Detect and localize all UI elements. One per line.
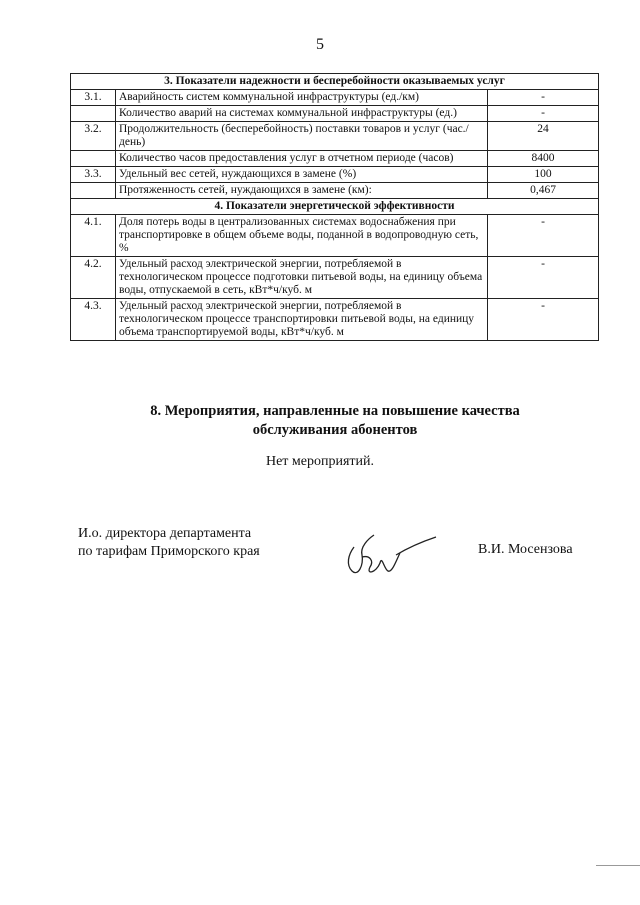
- row-number: 3.1.: [71, 90, 116, 106]
- signer-title-line1: И.о. директора департамента: [78, 526, 252, 541]
- section-title: 4. Показатели энергетической эффективности: [71, 199, 599, 215]
- row-label: Количество часов предоставления услуг в отчетном периоде (часов): [116, 151, 488, 167]
- row-label: Удельный расход электрической энергии, потребляемой в технологическом процессе подготовки питьевой воды, на единицу объема воды, отпускаемой в сеть, кВт*ч/куб. м: [116, 257, 488, 299]
- row-value: 8400: [488, 151, 599, 167]
- row-number: 4.2.: [71, 257, 116, 299]
- row-number: 3.3.: [71, 167, 116, 183]
- handwritten-signature: [340, 525, 440, 590]
- section-title: 3. Показатели надежности и бесперебойности оказываемых услуг: [71, 74, 599, 90]
- section-8-heading-line2: обслуживания абонентов: [252, 422, 418, 438]
- section-header-row: [71, 199, 599, 215]
- table-row: [71, 90, 599, 106]
- row-value: 24: [488, 122, 599, 151]
- row-number: [71, 183, 116, 199]
- row-number: 3.2.: [71, 122, 116, 151]
- table-row: [71, 183, 599, 199]
- table-row: [71, 215, 599, 257]
- row-label: Доля потерь воды в централизованных системах водоснабжения при транспортировке в общем объеме воды, поданной в водопроводную сеть, %: [116, 215, 488, 257]
- table-row: [71, 106, 599, 122]
- row-label: Удельный вес сетей, нуждающихся в замене (%): [116, 167, 488, 183]
- page-number: 5: [316, 36, 324, 53]
- row-number: [71, 151, 116, 167]
- row-value: 100: [488, 167, 599, 183]
- row-label: Количество аварий на системах коммунальной инфраструктуры (ед.): [116, 106, 488, 122]
- section-8-heading: [70, 402, 600, 440]
- row-value: 0,467: [488, 183, 599, 199]
- table-row: [71, 257, 599, 299]
- table-row: [71, 299, 599, 341]
- signer-title: [78, 525, 260, 561]
- row-number: [71, 106, 116, 122]
- section-8-heading-line1: 8. Мероприятия, направленные на повышение качества: [150, 403, 520, 419]
- table-row: [71, 167, 599, 183]
- row-value: -: [488, 215, 599, 257]
- scan-edge-line: [596, 865, 640, 866]
- indicators-table: [70, 73, 599, 341]
- row-value: -: [488, 106, 599, 122]
- row-number: 4.3.: [71, 299, 116, 341]
- signer-name: В.И. Мосензова: [478, 542, 573, 557]
- row-value: -: [488, 90, 599, 106]
- section-header-row: [71, 74, 599, 90]
- row-number: 4.1.: [71, 215, 116, 257]
- row-label: Продолжительность (бесперебойность) поставки товаров и услуг (час./день): [116, 122, 488, 151]
- row-label: Удельный расход электрической энергии, потребляемой в технологическом процессе транспортировки питьевой воды, на единицу объема транспортируемой воды, кВт*ч/куб. м: [116, 299, 488, 341]
- table-row: [71, 122, 599, 151]
- table-row: [71, 151, 599, 167]
- row-label: Аварийность систем коммунальной инфраструктуры (ед./км): [116, 90, 488, 106]
- no-events-text: Нет мероприятий.: [265, 454, 375, 469]
- row-value: -: [488, 299, 599, 341]
- row-value: -: [488, 257, 599, 299]
- signer-title-line2: по тарифам Приморского края: [78, 544, 260, 559]
- row-label: Протяженность сетей, нуждающихся в замене (км):: [116, 183, 488, 199]
